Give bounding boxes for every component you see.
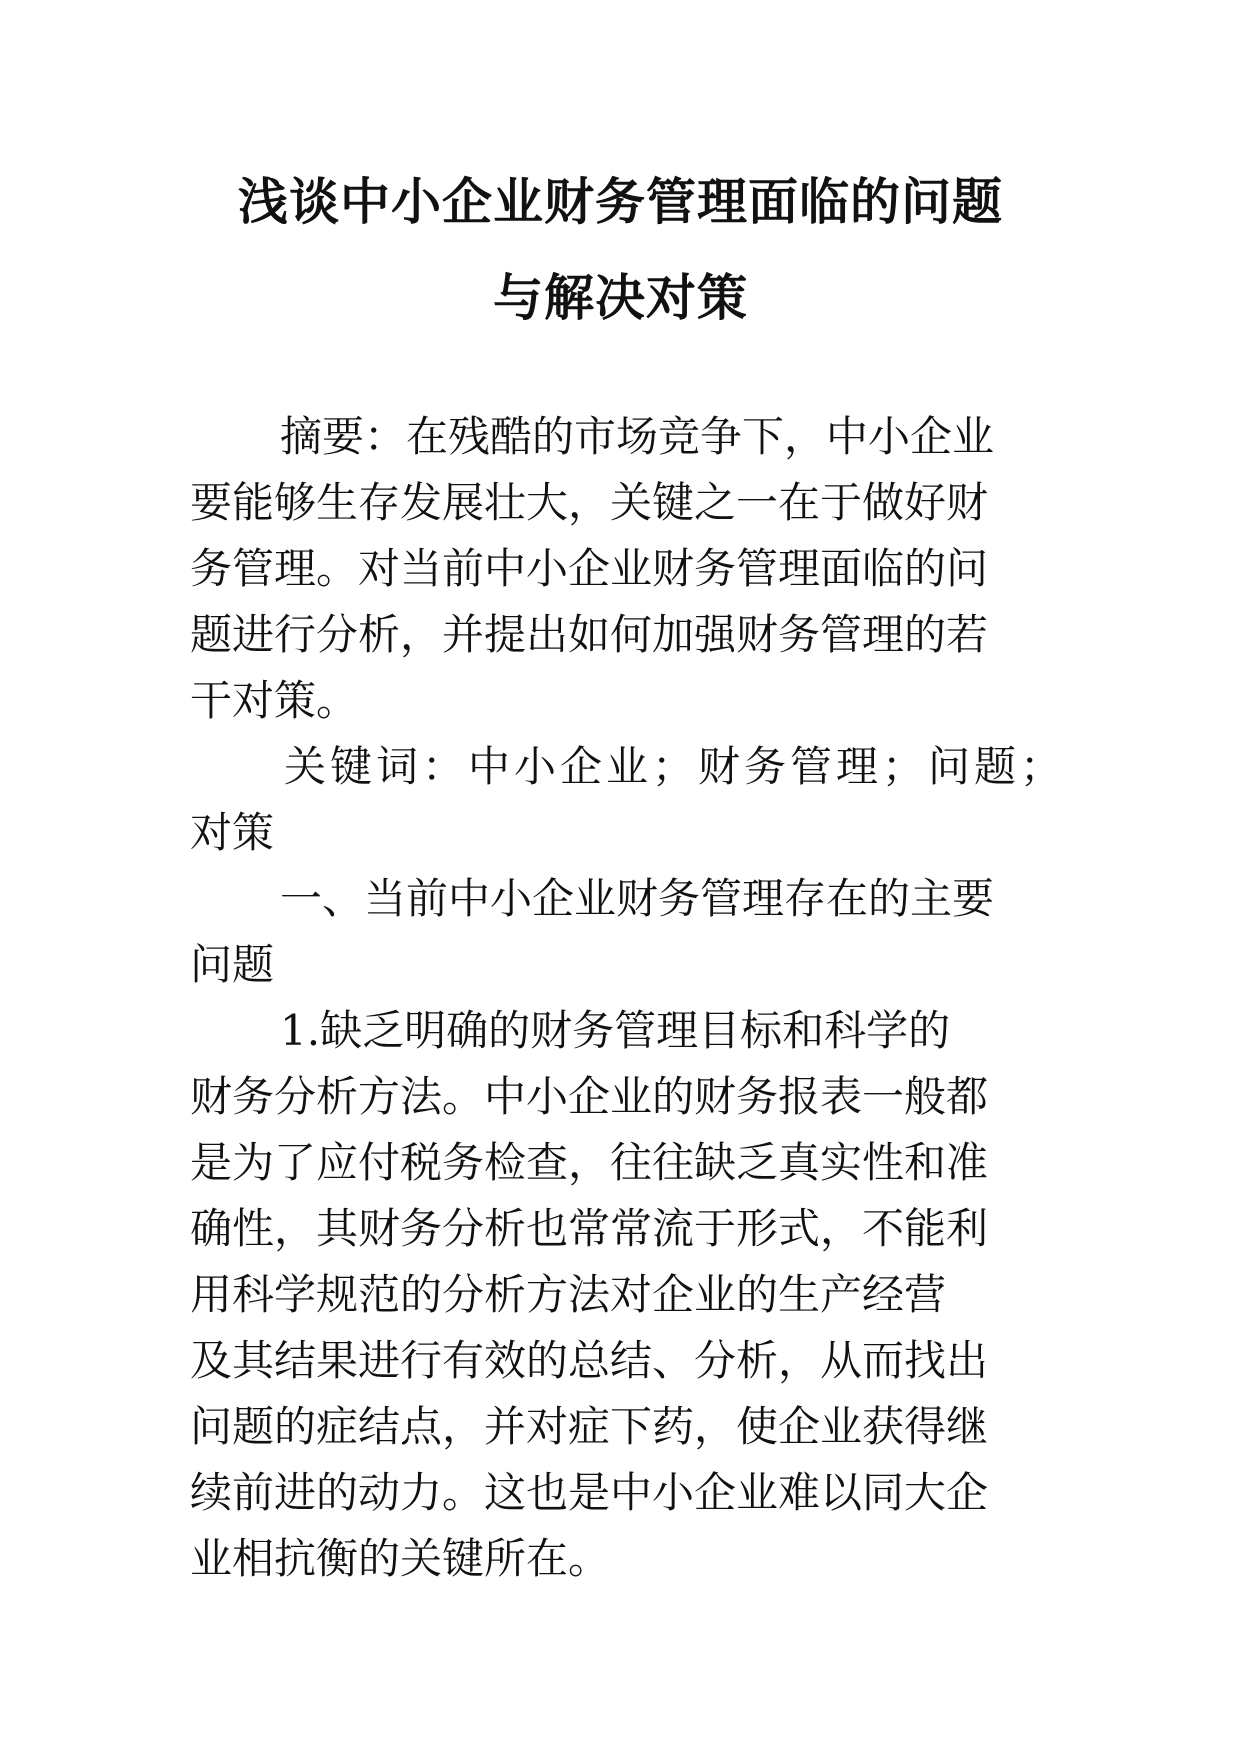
keywords-line: 对策 (190, 808, 275, 857)
paragraph-line: 1.缺乏明确的财务管理目标和科学的 (280, 1006, 951, 1055)
abstract-line: 干对策。 (190, 676, 359, 725)
section-heading-line: 一、当前中小企业财务管理存在的主要 (280, 874, 995, 923)
abstract-line: 题进行分析，并提出如何加强财务管理的若 (190, 610, 989, 659)
keywords-line: 关键词：中小企业；财务管理；问题； (284, 742, 1067, 791)
paragraph-line: 续前进的动力。这也是中小企业难以同大企 (190, 1468, 989, 1517)
abstract-line: 要能够生存发展壮大，关键之一在于做好财 (190, 478, 989, 527)
section-heading-line: 问题 (190, 940, 275, 989)
abstract-line: 摘要：在残酷的市场竞争下，中小企业 (280, 412, 995, 461)
paragraph-line: 问题的症结点，并对症下药，使企业获得继 (190, 1402, 989, 1451)
paragraph-line: 业相抗衡的关键所在。 (190, 1534, 611, 1583)
document-title-line-2: 与解决对策 (493, 269, 748, 327)
paragraph-line: 是为了应付税务检查，往往缺乏真实性和准 (190, 1138, 989, 1187)
abstract-line: 务管理。对当前中小企业财务管理面临的问 (190, 544, 989, 593)
paragraph-line: 用科学规范的分析方法对企业的生产经营 (190, 1270, 947, 1319)
paragraph-line: 及其结果进行有效的总结、分析，从而找出 (190, 1336, 989, 1385)
document-title-line-1: 浅谈中小企业财务管理面临的问题 (238, 173, 1003, 231)
paragraph-line: 财务分析方法。中小企业的财务报表一般都 (190, 1072, 989, 1121)
paragraph-line: 确性，其财务分析也常常流于形式，不能利 (190, 1204, 989, 1253)
